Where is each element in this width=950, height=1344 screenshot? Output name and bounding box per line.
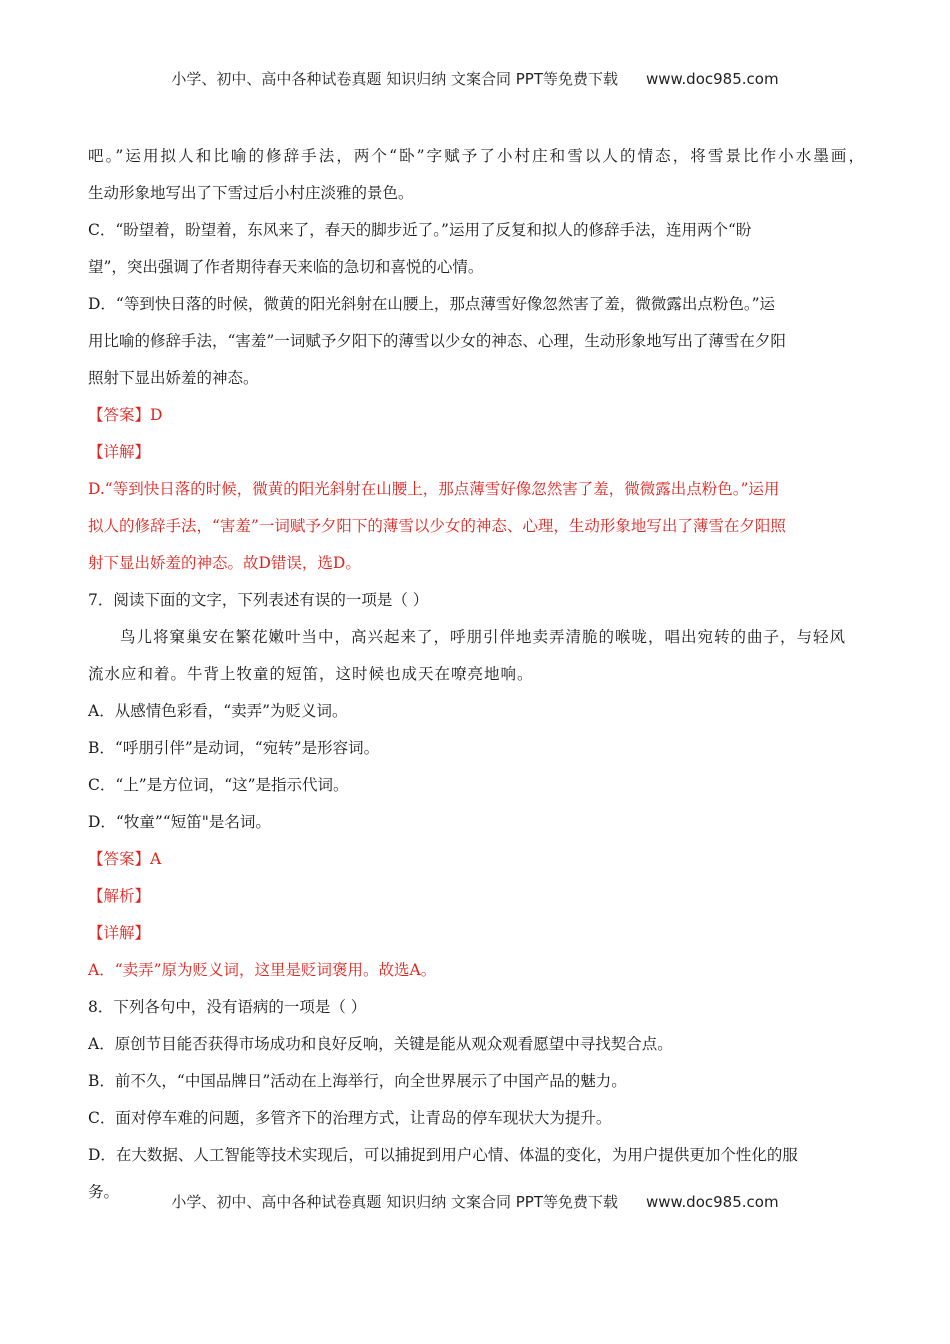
- text-line: 用比喻的修辞手法，“害羞”一词赋予夕阳下的薄雪以少女的神态、心理，生动形象地写出了薄雪在夕阳: [88, 332, 786, 350]
- explanation-line: 拟人的修辞手法，“害羞”一词赋予夕阳下的薄雪以少女的神态、心理，生动形象地写出了薄雪在夕阳照: [88, 517, 786, 535]
- option-b-line: B．“呼朋引伴”是动词，“宛转”是形容词。: [88, 739, 380, 757]
- passage-line: 鸟儿将窠巢安在繁花嫩叶当中，高兴起来了，呼朋引伴地卖弄清脆的喉咙，唱出宛转的曲子，与轻风: [120, 628, 847, 646]
- explanation-label: 【详解】: [88, 924, 151, 942]
- option-d-line: D．“等到快日落的时候，微黄的阳光斜射在山腰上，那点薄雪好像忽然害了羞，微微露出点粉色。”运: [88, 295, 776, 313]
- question-8: 8．下列各句中，没有语病的一项是（ ）: [88, 998, 367, 1016]
- answer-label: 【答案】D: [88, 406, 163, 424]
- explanation-line: D.“等到快日落的时候，微黄的阳光斜射在山腰上，那点薄雪好像忽然害了羞，微微露出点粉色。”运用: [88, 480, 780, 498]
- page-footer: [0, 1191, 950, 1212]
- header-text: 小学、初中、高中各种试卷真题 知识归纳 文案合同 PPT等免费下载: [171, 70, 618, 88]
- text-line: 务。: [88, 1183, 120, 1201]
- page-header: [0, 68, 950, 89]
- text-line: 望”，突出强调了作者期待春天来临的急切和喜悦的心情。: [88, 258, 484, 276]
- explanation-label: 【详解】: [88, 443, 151, 461]
- text-line: 吧。”运用拟人和比喻的修辞手法，两个“卧”字赋予了小村庄和雪以人的情态，将雪景比作小水墨画，: [88, 147, 864, 165]
- option-b-line: B．前不久，“中国品牌日”活动在上海举行，向全世界展示了中国产品的魅力。: [88, 1072, 627, 1090]
- option-a-line: A．原创节目能否获得市场成功和良好反响，关键是能从观众观看愿望中寻找契合点。: [88, 1035, 673, 1053]
- text-line: 照射下显出娇羞的神态。: [88, 369, 259, 387]
- option-c-line: C．“上”是方位词，“这”是指示代词。: [88, 776, 349, 794]
- option-a-line: A．从感情色彩看，“卖弄”为贬义词。: [88, 702, 348, 720]
- question-7: 7．阅读下面的文字，下列表述有误的一项是（ ）: [88, 591, 429, 609]
- option-c-line: C．“盼望着，盼望着，东风来了，春天的脚步近了。”运用了反复和拟人的修辞手法，连用两个“盼: [88, 221, 752, 239]
- analysis-label: 【解析】: [88, 887, 151, 905]
- option-c-line: C．面对停车难的问题，多管齐下的治理方式，让青岛的停车现状大为提升。: [88, 1109, 612, 1127]
- header-url[interactable]: www.doc985.com: [645, 70, 779, 88]
- option-d-line: D．“牧童”“短笛"是名词。: [88, 813, 271, 831]
- document-body: [88, 138, 864, 1211]
- answer-label: 【答案】A: [88, 850, 162, 868]
- explanation-line: A．“卖弄”原为贬义词，这里是贬词褒用。故选A。: [88, 961, 437, 979]
- footer-url[interactable]: www.doc985.com: [645, 1193, 779, 1211]
- explanation-line: 射下显出娇羞的神态。故D错误，选D。: [88, 554, 361, 572]
- option-d-line: D．在大数据、人工智能等技术实现后，可以捕捉到用户心情、体温的变化，为用户提供更加个性化的服: [88, 1146, 798, 1164]
- text-line: 生动形象地写出了下雪过后小村庄淡雅的景色。: [88, 184, 414, 202]
- footer-text: 小学、初中、高中各种试卷真题 知识归纳 文案合同 PPT等免费下载: [171, 1193, 618, 1211]
- passage-line: 流水应和着。牛背上牧童的短笛，这时候也成天在嘹亮地响。: [88, 665, 534, 683]
